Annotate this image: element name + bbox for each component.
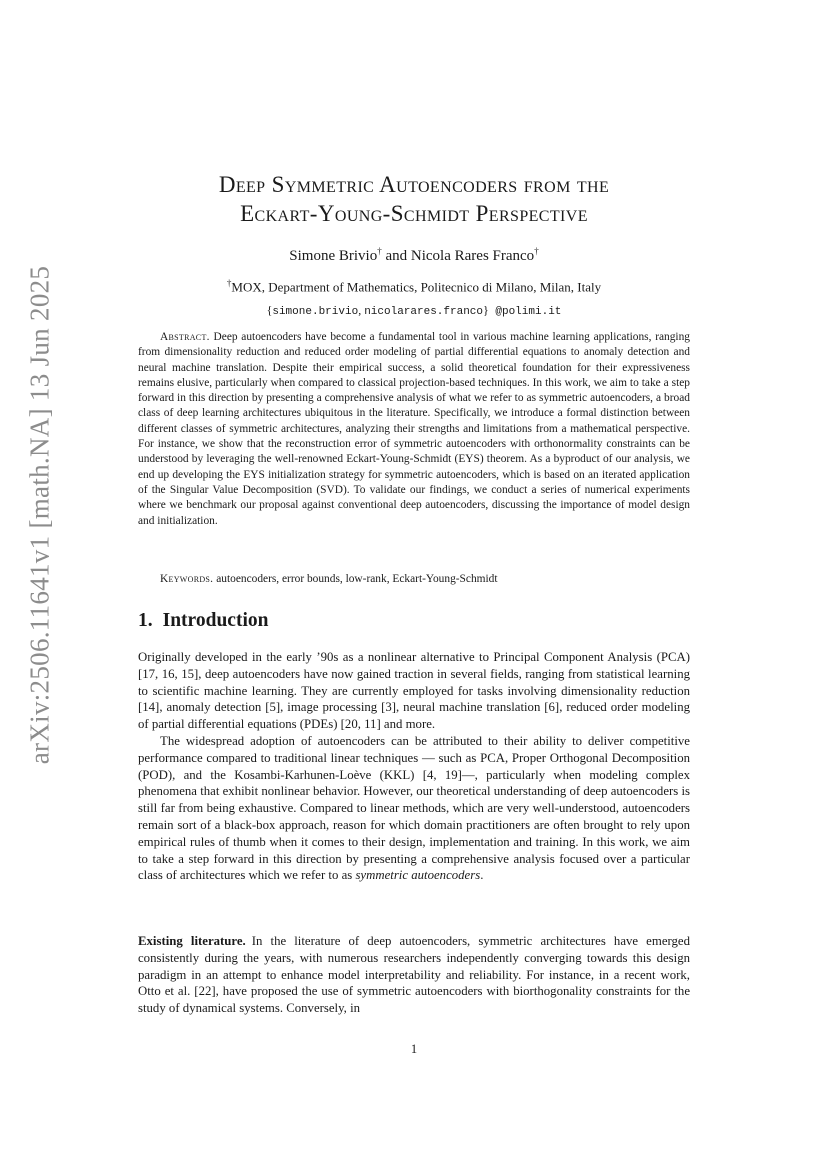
email-brace-open: { xyxy=(266,303,273,317)
affiliation-mark: † xyxy=(534,246,539,256)
page-number: 1 xyxy=(410,1042,418,1056)
existing-literature-text: In the literature of deep autoencoders, symmetric architectures have emerged consistently during the years, with numerous researchers independently converging towards this design paradigm in an attempt to enhance model interpretability and reliability. For instance, in a recent work, Otto et al. [22], have proposed the use of symmetric autoencoders with biorthogonality constraints for the study of dynamical systems. Conversely, in xyxy=(138,934,691,1016)
paragraph-heading: Existing literature. xyxy=(138,934,246,948)
arxiv-identifier: arXiv:2506.11641v1 [math.NA] 13 Jun 2025 xyxy=(24,265,55,765)
author-list xyxy=(120,246,708,265)
title-line-1: Deep Symmetric Autoencoders from the xyxy=(218,172,610,197)
intro-paragraph-2-text: The widespread adoption of autoencoders can be attributed to their ability to deliver competitive performance compared to traditional linear techniques — such as PCA, Proper Orthogonal Decomposition (POD), and the Kosambi-Karhunen-Loève (KKL) [4, 19]—, particularly when modeling complex phenomena that exhibit nonlinear behavior. However, our theoretical understanding of deep autoencoders is still far from being exhaustive. Compared to linear methods, which are very well-understood, autoencoders remain sort of a black-box approach, reason for which domain practitioners are often brought to rely upon empirical rules of thumb when it comes to their design, implementation and training. In this work, we aim to take a step forward in this direction by presenting a comprehensive analysis focused over a particular class of architectures which we refer to as xyxy=(138,733,690,883)
author-emails xyxy=(120,303,708,318)
intro-paragraph-1: Originally developed in the early ’90s as a nonlinear alternative to Principal Component Analysis (PCA) [17, 16, 15], deep autoencoders have now gained traction in several fields, ranging from statistical learning to scientific machine learning. They are currently employed for tasks involving dimensionality reduction [14], anomaly detection [5], image processing [3], neural machine translation [6], reduced order modeling of partial differential equations (PDEs) [20, 11] and more. xyxy=(138,650,690,732)
author-joiner: and xyxy=(381,248,411,264)
email-user: simone.brivio xyxy=(272,306,359,318)
section-heading xyxy=(138,610,268,632)
section-title: Introduction xyxy=(162,610,269,631)
author-name: Nicola Rares Franco xyxy=(410,248,535,264)
sentence-end: . xyxy=(480,868,484,883)
author-name: Simone Brivio xyxy=(289,248,378,264)
paper-title xyxy=(120,170,708,228)
introduction-body xyxy=(138,649,690,884)
arxiv-side-stamp xyxy=(0,0,80,1171)
abstract-text: Deep autoencoders have become a fundamental tool in various machine learning applications, ranging from dimensionality reduction and reduced order modeling of partial differential equations to anomaly detection and neural machine translation. Despite their empirical success, a solid theoretical foundation for their expressiveness remains elusive, particularly when compared to classical projection-based techniques. In this work, we aim to take a step forward in this direction by presenting a comprehensive analysis of what we refer to as symmetric autoencoders, a broad class of deep learning architectures ubiquitous in the literature. Specifically, we introduce a formal distinction between different classes of symmetric architectures, analyzing their strengths and limitations from a mathematical perspective. For instance, we show that the reconstruction error of symmetric autoencoders with orthonormality constraints can be understood by leveraging the well-renowned Eckart-Young-Schmidt (EYS) theorem. As a byproduct of our analysis, we end up developing the EYS initialization strategy for symmetric autoencoders, which is based on an iterated application of the Singular Value Decomposition (SVD). To validate our findings, we conduct a series of numerical experiments where we benchmark our proposal against conventional deep autoencoders, discussing the importance of model design and initialization. xyxy=(138,331,690,527)
intro-paragraph-2 xyxy=(138,733,690,884)
email-domain: @polimi.it xyxy=(488,306,562,318)
keywords-label: Keywords. xyxy=(160,573,214,585)
email-user: nicolarares.franco xyxy=(364,306,484,318)
section-number: 1. xyxy=(138,610,153,631)
affiliation xyxy=(120,278,708,295)
title-line-2: Eckart-Young-Schmidt Perspective xyxy=(240,201,588,226)
email-separator: , xyxy=(358,303,365,317)
abstract xyxy=(138,330,690,529)
affiliation-mark: † xyxy=(377,246,382,256)
keywords xyxy=(138,573,690,585)
existing-literature xyxy=(138,933,690,1017)
affiliation-mark: † xyxy=(226,278,232,288)
email-brace-close: } xyxy=(483,303,489,317)
affiliation-text: MOX, Department of Mathematics, Politecnico di Milano, Milan, Italy xyxy=(231,279,602,295)
abstract-label: Abstract. xyxy=(160,331,210,343)
keywords-text: autoencoders, error bounds, low-rank, Eckart-Young-Schmidt xyxy=(216,573,498,585)
emphasized-term: symmetric autoencoders xyxy=(355,868,481,883)
